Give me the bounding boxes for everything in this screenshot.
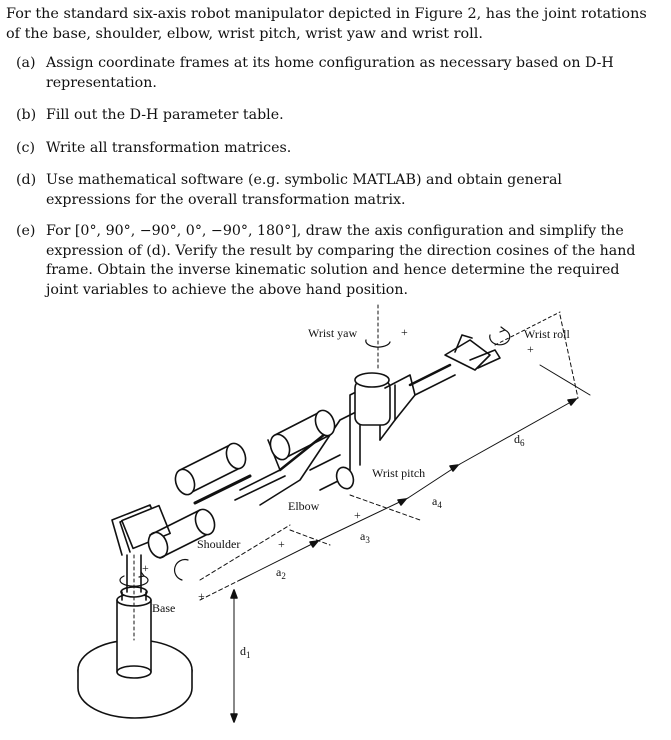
question-c [16,139,648,159]
question-label: (b) [16,107,37,123]
label-wrist-yaw: Wrist yaw [308,326,358,340]
dim-a3: $a_3$ [360,529,370,545]
dim-d6: $d_6$ [514,432,525,448]
label-wrist-roll: Wrist roll [524,327,570,341]
question-e [16,222,648,300]
dim-a2: $a_2$ [276,565,286,581]
question-label: (e) [16,223,36,239]
plus-sign: + [142,561,149,575]
question-text: Write all transformation matrices. [46,140,292,156]
label-base: Base [152,601,176,615]
question-text: Fill out the D-H parameter table. [46,107,284,123]
question-label: (a) [16,55,36,71]
dim-d1: $d_1$ [240,644,251,660]
dim-a4: $a_4$ [432,494,442,510]
robot-manipulator-figure [0,300,671,740]
question-text: Use mathematical software (e.g. symbolic MATLAB) and obtain general expressions for the overall transformation matrix. [46,172,562,208]
label-wrist-pitch: Wrist pitch [372,466,426,480]
question-text: Assign coordinate frames at its home configuration as necessary based on D-H representation. [46,55,614,91]
label-elbow: Elbow [288,499,320,513]
question-label: (d) [16,172,37,188]
question-label: (c) [16,140,36,156]
plus-sign: + [198,589,205,603]
plus-sign: + [278,537,285,551]
question-d [16,171,648,210]
plus-sign: + [354,508,361,522]
question-b [16,106,648,126]
label-shoulder: Shoulder [197,537,241,551]
plus-sign: + [527,342,534,356]
question-a [16,54,648,93]
question-text: For [0°, 90°, −90°, 0°, −90°, 180°], draw the axis configuration and simplify the expression of (d). Verify the result by comparing the direction cosines of the hand frame. Obtain the inverse kinematic solution and hence determine the required joint variables to achieve the above hand position. [46,223,636,298]
plus-sign: + [401,325,408,339]
problem-intro: For the standard six-axis robot manipulator depicted in Figure 2, has the joint rotations of the base, shoulder, elbow, wrist pitch, wrist yaw and wrist roll. [6,6,647,42]
